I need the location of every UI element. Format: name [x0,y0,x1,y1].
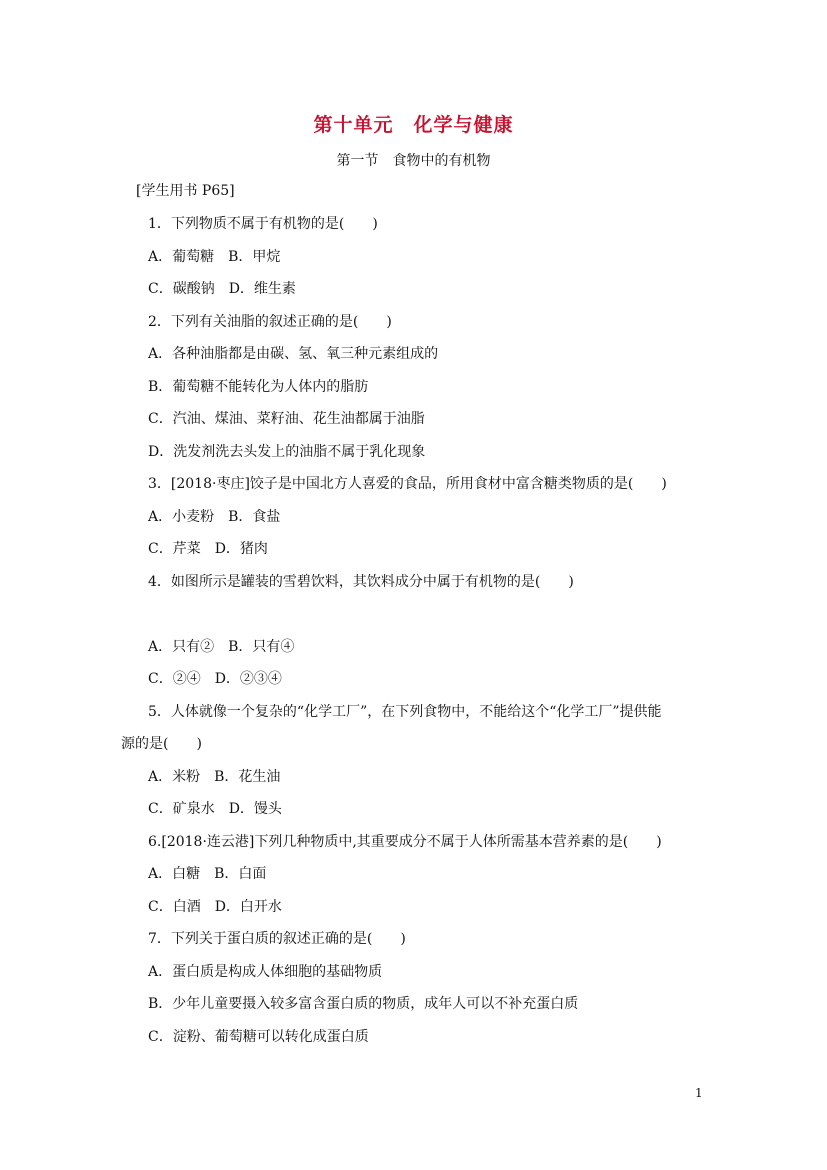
question-5-options-ab: A．米粉 B．花生油 [148,769,281,785]
page-title: 第十单元 化学与健康 [313,114,514,136]
question-4-stem: 4．如图所示是罐装的雪碧饮料，其饮料成分中属于有机物的是( ) [148,574,574,590]
question-5-stem-line-1: 5．人体就像一个复杂的“化学工厂”，在下列食物中，不能给这个“化学工厂”提供能 [148,704,662,720]
question-2-option-a: A．各种油脂都是由碳、氢、氧三种元素组成的 [148,346,439,362]
question-2-option-c: C．汽油、煤油、菜籽油、花生油都属于油脂 [148,411,425,427]
source-reference: [学生用书 P65] [136,183,235,199]
question-2-stem: 2．下列有关油脂的叙述正确的是( ) [148,314,392,330]
question-7-stem: 7．下列关于蛋白质的叙述正确的是( ) [148,931,406,947]
page-number: 1 [695,1086,703,1100]
question-5-options-cd: C．矿泉水 D．馒头 [148,801,282,817]
question-1-stem: 1．下列物质不属于有机物的是( ) [148,216,378,232]
question-3-options-cd: C．芹菜 D．猪肉 [148,541,268,557]
question-1-options-ab: A．葡萄糖 B．甲烷 [148,249,281,265]
question-6-stem: 6.[2018·连云港]下列几种物质中,其重要成分不属于人体所需基本营养素的是( ) [148,834,662,850]
question-4-options-ab: A．只有② B．只有④ [148,639,295,655]
question-3-stem: 3．[2018·枣庄]饺子是中国北方人喜爱的食品，所用食材中富含糖类物质的是( ) [148,476,667,492]
question-1-options-cd: C．碳酸钠 D．维生素 [148,281,296,297]
question-7-option-c: C．淀粉、葡萄糖可以转化成蛋白质 [148,1029,369,1045]
question-4-options-cd: C．②④ D．②③④ [148,671,282,687]
question-5-stem-line-2: 源的是( ) [121,736,202,752]
question-2-option-b: B．葡萄糖不能转化为人体内的脂肪 [148,379,369,395]
question-6-options-cd: C．白酒 D．白开水 [148,899,282,915]
question-7-option-a: A．蛋白质是构成人体细胞的基础物质 [148,964,383,980]
question-6-options-ab: A．白糖 B．白面 [148,866,267,882]
question-7-option-b: B．少年儿童要摄入较多富含蛋白质的物质，成年人可以不补充蛋白质 [148,996,579,1012]
question-3-options-ab: A．小麦粉 B．食盐 [148,509,281,525]
section-subtitle: 第一节 食物中的有机物 [336,153,491,169]
question-2-option-d: D．洗发剂洗去头发上的油脂不属于乳化现象 [148,444,426,460]
